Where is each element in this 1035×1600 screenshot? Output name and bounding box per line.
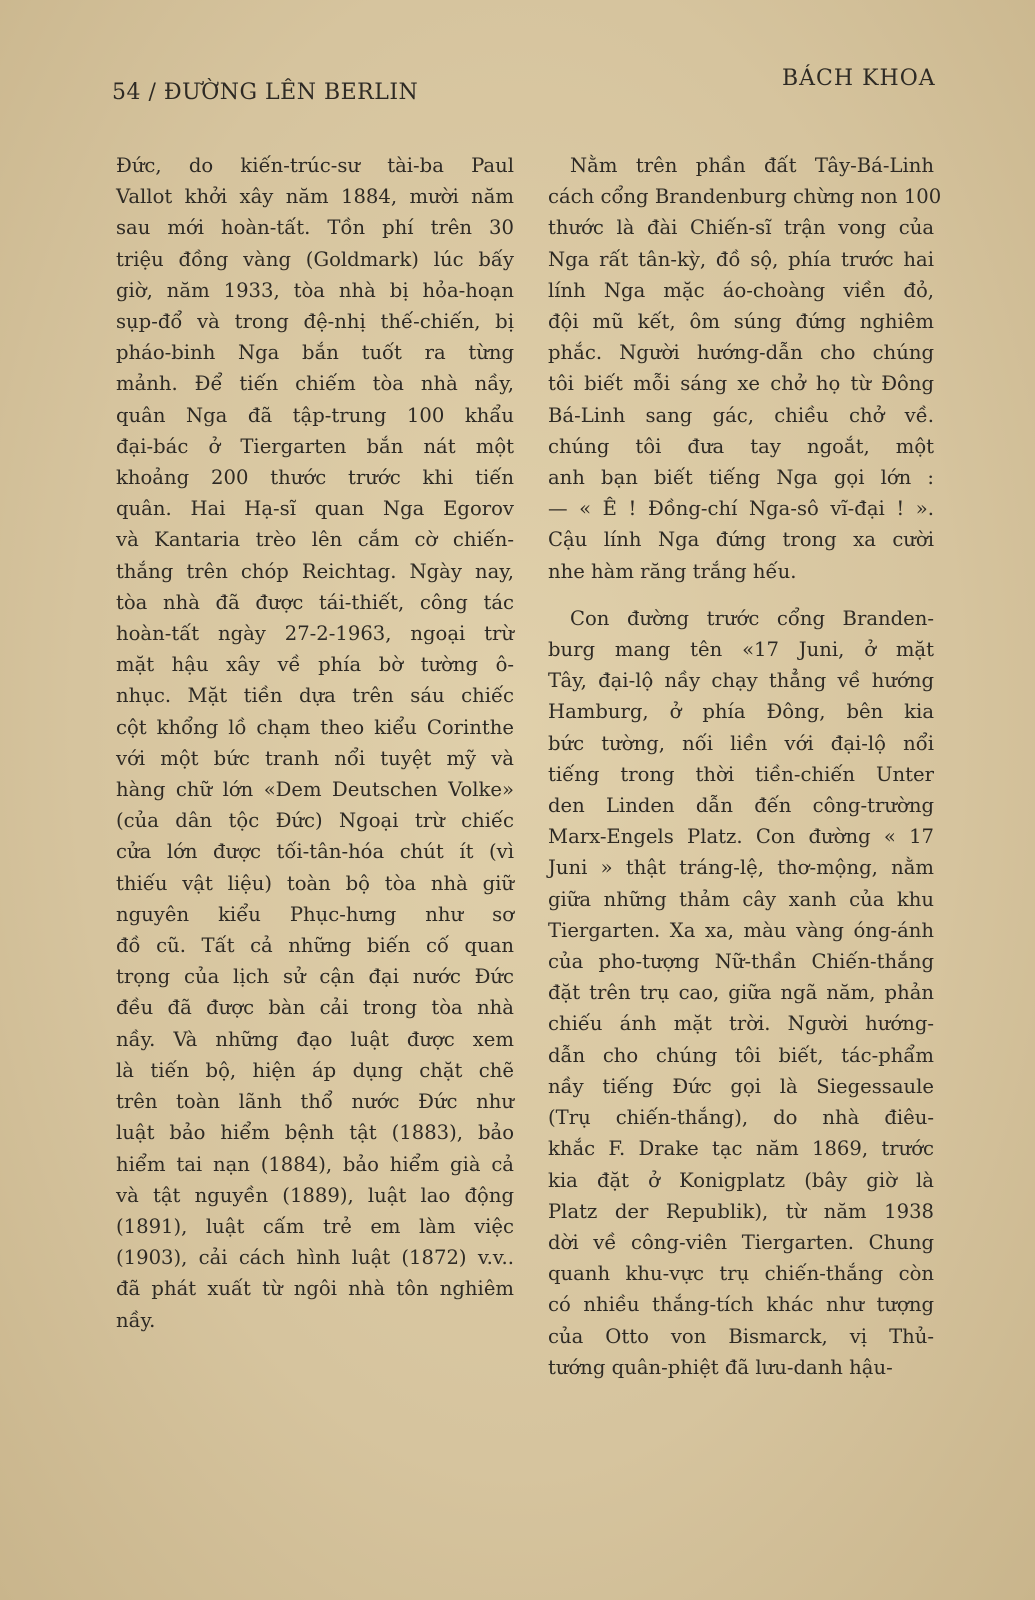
text-line: tôi biết mỗi sáng xe chở họ từ Đông [548,372,934,396]
text-line: chúng tôi đưa tay ngoắt, một [548,434,934,458]
text-line: (1891), luật cấm trẻ em làm việc [116,1214,514,1238]
text-line: quanh khu-vực trụ chiến-thắng còn [548,1262,934,1286]
text-line: lính Nga mặc áo-choàng viền đỏ, [548,278,934,302]
text-line: nguyên kiểu Phục-hưng như sơ [116,902,514,926]
text-line: đặt trên trụ cao, giữa ngã năm, phản [548,981,934,1005]
text-line: có nhiều thắng-tích khác như tượng [548,1293,934,1317]
text-line: nhục. Mặt tiền dựa trên sáu chiếc [116,684,514,708]
text-line: hoàn-tất ngày 27-2-1963, ngoại trừ [116,622,514,646]
text-line: với một bức tranh nổi tuyệt mỹ và [116,746,514,770]
text-line: Tây, đại-lộ nầy chạy thẳng về hướng [548,669,934,693]
left-column [116,150,514,1336]
text-line: — « Ê ! Đồng-chí Nga-sô vĩ-đại ! ». [548,497,934,521]
text-line: Bá-Linh sang gác, chiều chở về. [548,403,934,427]
text-line: cách cổng Brandenburg chừng non 100 [548,185,942,209]
text-line: triệu đồng vàng (Goldmark) lúc bấy [116,247,514,271]
text-line: tiếng trong thời tiền-chiến Unter [548,762,934,786]
text-line: Con đường trước cổng Branden- [570,606,934,630]
text-line: nhe hàm răng trắng hếu. [548,559,797,583]
text-line: den Linden dẫn đến công-trường [548,794,934,818]
text-line: (1903), cải cách hình luật (1872) v.v.. [116,1246,514,1270]
text-line: và Kantaria trèo lên cắm cờ chiến- [116,528,514,552]
text-line: luật bảo hiểm bệnh tật (1883), bảo [116,1121,514,1145]
text-line: chiếu ánh mặt trời. Người hướng- [548,1012,934,1036]
text-line: phắc. Người hướng-dẫn cho chúng [548,341,934,365]
text-line: cửa lớn được tối-tân-hóa chút ít (vì [116,840,514,864]
text-line: Nằm trên phần đất Tây-Bá-Linh [570,154,934,177]
text-line: (của dân tộc Đức) Ngoại trừ chiếc [116,809,514,833]
text-line: Vallot khởi xây năm 1884, mười năm [116,185,514,209]
text-line: Juni » thật tráng-lệ, thơ-mộng, nằm [548,856,934,880]
running-header-left: 54 / ĐƯỜNG LÊN BERLIN [112,80,419,105]
text-line: sau mới hoàn-tất. Tồn phí trên 30 [116,216,514,240]
text-line: của pho-tượng Nữ-thần Chiến-thắng [548,950,934,974]
text-line: nầy. [116,1308,156,1332]
text-line: mặt hậu xây về phía bờ tường ô- [116,653,514,677]
text-line: kia đặt ở Konigplatz (bây giờ là [548,1168,934,1192]
text-line: trọng của lịch sử cận đại nước Đức [116,965,514,989]
text-line: dẫn cho chúng tôi biết, tác-phẩm [548,1043,934,1067]
text-line: thước là đài Chiến-sĩ trận vong của [548,216,934,240]
text-line: đều đã được bàn cải trong tòa nhà [116,996,514,1020]
right-column [548,150,942,1383]
text-line: khoảng 200 thước trước khi tiến [116,466,514,490]
text-line: hiểm tai nạn (1884), bảo hiểm già cả [116,1152,514,1176]
text-line: Marx-Engels Platz. Con đường « 17 [548,825,934,849]
text-line: Nga rất tân-kỳ, đồ sộ, phía trước hai [548,247,934,271]
text-line: cột khổng lồ chạm theo kiểu Corinthe [116,715,514,739]
text-line: nầy. Và những đạo luật được xem [116,1027,514,1051]
text-line: tòa nhà đã được tái-thiết, công tác [116,590,514,614]
text-line: đội mũ kết, ôm súng đứng nghiêm [548,310,934,334]
text-line: sụp-đổ và trong đệ-nhị thế-chiến, bị [116,310,514,334]
text-line: nầy tiếng Đức gọi là Siegessaule [548,1074,934,1098]
text-line: thắng trên chóp Reichtag. Ngày nay, [116,559,514,583]
text-line: của Otto von Bismarck, vị Thủ- [548,1324,934,1348]
text-line: đã phát xuất từ ngôi nhà tôn nghiêm [116,1277,514,1301]
text-line: pháo-binh Nga bắn tuốt ra từng [116,341,514,365]
text-line: giữa những thảm cây xanh của khu [548,887,934,911]
paragraph-gap [548,587,934,603]
text-line: trên toàn lãnh thổ nước Đức như [116,1090,514,1114]
text-line: bức tường, nối liền với đại-lộ nổi [548,731,934,755]
text-line: là tiến bộ, hiện áp dụng chặt chẽ [116,1058,514,1082]
text-line: tướng quân-phiệt đã lưu-danh hậu- [548,1355,893,1379]
text-line: (Trụ chiến-thắng), do nhà điêu- [548,1106,934,1130]
text-line: hàng chữ lớn «Dem Deutschen Volke» [116,778,514,802]
text-line: giờ, năm 1933, tòa nhà bị hỏa-hoạn [116,278,514,302]
text-line: và tật nguyền (1889), luật lao động [116,1183,514,1207]
text-line: Hamburg, ở phía Đông, bên kia [548,700,934,724]
text-line: đại-bác ở Tiergarten bắn nát một [116,434,514,458]
right-paragraph-2 [548,603,934,1383]
text-line: dời về công-viên Tiergarten. Chung [548,1230,934,1254]
text-line: mảnh. Để tiến chiếm tòa nhà nầy, [116,372,514,396]
text-line: burg mang tên «17 Juni, ở mặt [548,638,934,662]
text-line: Cậu lính Nga đứng trong xa cười [548,528,934,552]
right-paragraph-1 [548,150,942,587]
text-line: Đức, do kiến-trúc-sư tài-ba Paul [116,154,514,177]
text-line: thiếu vật liệu) toàn bộ tòa nhà giữ [116,871,514,895]
text-line: quân. Hai Hạ-sĩ quan Nga Egorov [116,497,514,521]
text-line: quân Nga đã tập-trung 100 khẩu [116,403,514,427]
text-line: khắc F. Drake tạc năm 1869, trước [548,1137,934,1161]
text-line: Tiergarten. Xa xa, màu vàng óng-ánh [548,918,934,942]
running-header-right: BÁCH KHOA [782,66,936,91]
text-line: anh bạn biết tiếng Nga gọi lớn : [548,466,934,490]
text-line: đồ cũ. Tất cả những biến cố quan [116,934,514,958]
text-line: Platz der Republik), từ năm 1938 [548,1199,934,1223]
